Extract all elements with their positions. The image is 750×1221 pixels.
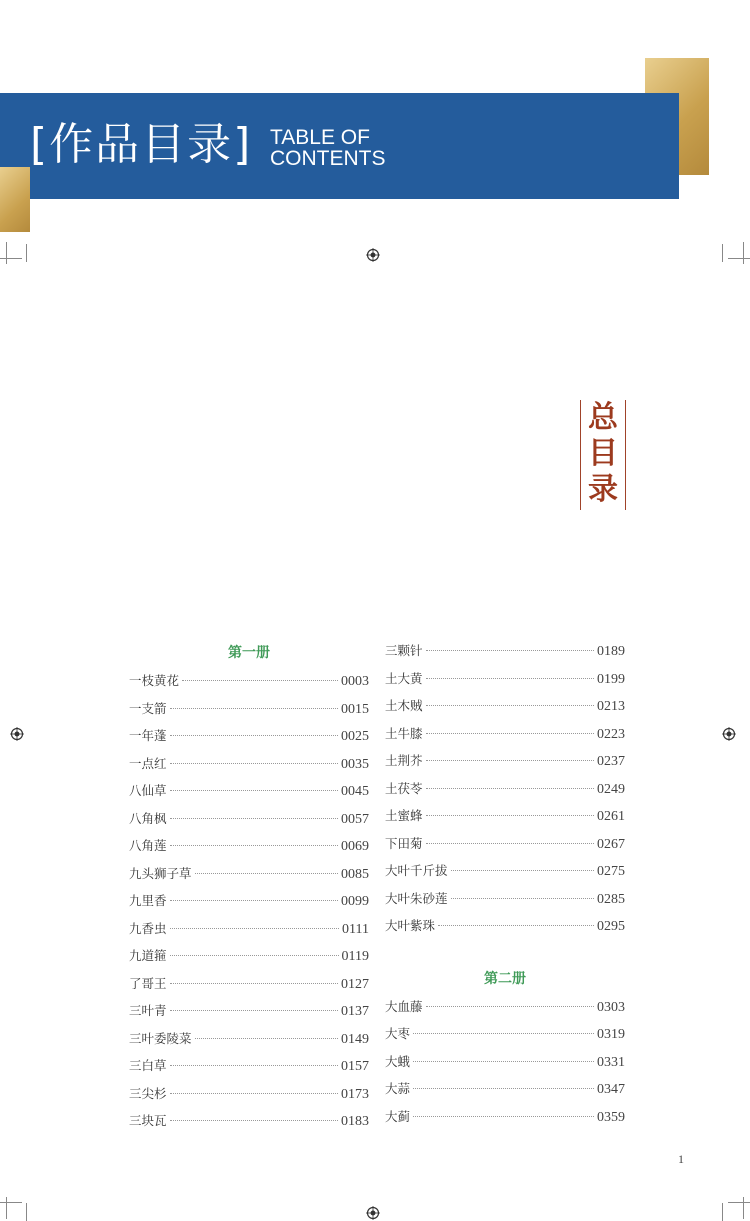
toc-entry-title: 大蛾 xyxy=(385,1053,411,1069)
dot-leader xyxy=(170,763,338,764)
toc-entry-title: 大叶千斤拔 xyxy=(385,863,448,878)
toc-entry-title: 八仙草 xyxy=(129,783,167,798)
crop-mark-bottom-right xyxy=(724,1195,750,1221)
toc-entry[interactable] xyxy=(385,1020,625,1048)
dot-leader xyxy=(426,678,594,679)
toc-entry-page: 0183 xyxy=(341,1114,369,1129)
toc-entry[interactable] xyxy=(129,1052,369,1080)
toc-entry[interactable] xyxy=(385,802,625,830)
dot-leader xyxy=(195,1038,338,1039)
toc-entry-page: 0213 xyxy=(597,699,625,714)
toc-column-right xyxy=(385,637,625,1130)
toc-entry-page: 0069 xyxy=(341,839,369,854)
toc-entry-page: 0025 xyxy=(341,729,369,744)
dot-leader xyxy=(195,873,338,874)
toc-entry[interactable] xyxy=(129,832,369,860)
toc-entry-title: 大蓟 xyxy=(385,1108,411,1124)
toc-entry[interactable] xyxy=(385,665,625,693)
toc-entry-title: 土牛膝 xyxy=(385,725,423,741)
crop-mark-bottom-right-tick xyxy=(722,1203,723,1221)
toc-entry[interactable] xyxy=(129,805,369,833)
crop-mark-top-left xyxy=(0,240,26,266)
crop-mark-top-right xyxy=(724,240,750,266)
toc-entry-list xyxy=(129,667,369,1135)
dot-leader xyxy=(426,788,594,789)
section-title-char: 总 xyxy=(588,400,618,435)
toc-entry-page: 0173 xyxy=(341,1086,369,1102)
toc-entry-page: 0035 xyxy=(341,756,369,772)
crop-mark-bottom-left xyxy=(0,1195,26,1221)
dot-leader xyxy=(170,1120,338,1121)
toc-entry[interactable] xyxy=(385,1103,625,1131)
dot-leader xyxy=(451,898,594,899)
toc-entry[interactable] xyxy=(385,747,625,775)
toc-entry-page: 0119 xyxy=(341,949,369,964)
toc-entry-page: 0331 xyxy=(597,1054,625,1070)
toc-entry[interactable] xyxy=(385,637,625,665)
dot-leader xyxy=(170,790,338,791)
registration-mark-icon xyxy=(366,248,380,262)
toc-entry[interactable] xyxy=(129,1107,369,1135)
toc-entry-title: 一年蓬 xyxy=(129,728,167,743)
dot-leader xyxy=(170,818,338,819)
toc-entry[interactable] xyxy=(129,915,369,943)
toc-entry-page: 0149 xyxy=(341,1031,369,1047)
toc-entry-title: 八角枫 xyxy=(129,810,167,826)
dot-leader xyxy=(426,650,594,651)
registration-mark-icon xyxy=(10,727,24,741)
dot-leader xyxy=(426,733,594,734)
toc-entry-title: 大叶紫珠 xyxy=(385,918,436,933)
dot-leader xyxy=(170,845,338,846)
toc-entry-list xyxy=(385,637,625,940)
toc-entry-page: 0057 xyxy=(341,811,369,827)
toc-entry[interactable] xyxy=(385,912,625,940)
volume-heading-2: 第二册 xyxy=(484,970,526,987)
dot-leader xyxy=(438,925,594,926)
toc-entry[interactable] xyxy=(129,695,369,723)
toc-entry-page: 0359 xyxy=(597,1109,625,1125)
dot-leader xyxy=(413,1061,594,1062)
toc-entry[interactable] xyxy=(385,857,625,885)
toc-entry-title: 三白草 xyxy=(129,1058,167,1073)
banner-subtitle xyxy=(270,127,386,169)
toc-entry[interactable] xyxy=(129,722,369,750)
gold-accent-block-left xyxy=(0,167,30,232)
toc-entry[interactable] xyxy=(129,997,369,1025)
dot-leader xyxy=(426,760,594,761)
toc-entry-title: 大叶朱砂莲 xyxy=(385,890,448,906)
toc-entry-title: 三块瓦 xyxy=(129,1113,167,1128)
toc-entry[interactable] xyxy=(129,887,369,915)
page-number: 1 xyxy=(678,1152,684,1166)
toc-entry[interactable] xyxy=(385,830,625,858)
toc-entry-title: 一枝黄花 xyxy=(129,673,180,688)
dot-leader xyxy=(170,735,338,736)
toc-entry[interactable] xyxy=(129,942,369,970)
toc-entry-page: 0157 xyxy=(341,1059,369,1074)
toc-entry-page: 0275 xyxy=(597,864,625,879)
dot-leader xyxy=(170,900,338,901)
toc-entry-title: 大血藤 xyxy=(385,998,423,1014)
toc-entry-title: 大蒜 xyxy=(385,1081,411,1096)
toc-entry-page: 0127 xyxy=(341,976,369,992)
toc-entry-page: 0347 xyxy=(597,1082,625,1097)
toc-entry[interactable] xyxy=(385,993,625,1021)
toc-entry-title: 土大黄 xyxy=(385,670,423,686)
toc-entry-title: 土蜜蜂 xyxy=(385,808,423,823)
dot-leader xyxy=(426,1006,594,1007)
dot-leader xyxy=(170,1093,338,1094)
banner-subtitle-line2: CONTENTS xyxy=(270,147,386,170)
toc-entry-page: 0223 xyxy=(597,726,625,742)
toc-entry-page: 0237 xyxy=(597,754,625,769)
dot-leader xyxy=(182,680,338,681)
toc-entry-page: 0189 xyxy=(597,644,625,659)
dot-leader xyxy=(170,983,338,984)
toc-entry-page: 0285 xyxy=(597,891,625,907)
toc-entry-title: 三颗针 xyxy=(385,643,423,658)
toc-entry-page: 0085 xyxy=(341,866,369,882)
toc-entry-page: 0295 xyxy=(597,919,625,934)
toc-entry[interactable] xyxy=(129,970,369,998)
volume-heading-1: 第一册 xyxy=(228,645,270,661)
toc-entry-page: 0267 xyxy=(597,836,625,852)
dot-leader xyxy=(413,1088,594,1089)
section-title-char: 录 xyxy=(588,472,618,507)
dot-leader xyxy=(426,705,594,706)
toc-entry[interactable] xyxy=(385,1048,625,1076)
toc-entry-page: 0319 xyxy=(597,1027,625,1042)
toc-column-left xyxy=(129,640,369,1135)
dot-leader xyxy=(170,708,338,709)
spacer xyxy=(385,940,625,966)
toc-entry-title: 三叶委陵菜 xyxy=(129,1030,192,1046)
toc-entry-title: 九香虫 xyxy=(129,920,167,936)
toc-entry-title: 大枣 xyxy=(385,1026,411,1041)
toc-entry-title: 三叶青 xyxy=(129,1003,167,1018)
toc-entry-page: 0199 xyxy=(597,671,625,687)
toc-entry-page: 0137 xyxy=(341,1004,369,1019)
dot-leader xyxy=(170,1065,338,1066)
toc-entry[interactable] xyxy=(129,667,369,695)
toc-entry[interactable] xyxy=(129,1025,369,1053)
section-title-char: 目 xyxy=(588,436,618,471)
toc-entry-title: 土茯苓 xyxy=(385,780,423,796)
crop-mark-top-left-tick xyxy=(26,244,27,262)
dot-leader xyxy=(170,928,340,929)
toc-entry-list xyxy=(385,993,625,1131)
toc-entry-title: 一点红 xyxy=(129,755,167,771)
toc-entry-title: 九头狮子草 xyxy=(129,865,192,881)
dot-leader xyxy=(426,843,594,844)
toc-entry-page: 0003 xyxy=(341,674,369,689)
toc-entry[interactable] xyxy=(385,1075,625,1103)
toc-entry-page: 0303 xyxy=(597,999,625,1015)
section-title-vertical xyxy=(580,400,626,510)
crop-mark-bottom-left-tick xyxy=(26,1203,27,1221)
toc-entry-title: 了哥王 xyxy=(129,975,167,991)
toc-entry[interactable] xyxy=(129,1080,369,1108)
registration-mark-icon xyxy=(722,727,736,741)
dot-leader xyxy=(413,1116,594,1117)
dot-leader xyxy=(426,815,594,816)
banner-subtitle-line1: TABLE OF xyxy=(270,126,370,149)
dot-leader xyxy=(170,955,339,956)
toc-entry-title: 土荆芥 xyxy=(385,753,423,768)
toc-entry[interactable] xyxy=(385,885,625,913)
dot-leader xyxy=(451,870,594,871)
toc-entry[interactable] xyxy=(129,860,369,888)
toc-entry[interactable] xyxy=(385,775,625,803)
toc-entry-page: 0099 xyxy=(341,894,369,909)
toc-entry-page: 0261 xyxy=(597,809,625,824)
dot-leader xyxy=(413,1033,594,1034)
toc-entry-title: 一支箭 xyxy=(129,700,167,716)
toc-entry-page: 0111 xyxy=(342,921,369,937)
toc-entry-title: 九里香 xyxy=(129,893,167,908)
registration-mark-icon xyxy=(366,1206,380,1220)
dot-leader xyxy=(170,1010,338,1011)
toc-entry-page: 0249 xyxy=(597,781,625,797)
toc-entry[interactable] xyxy=(385,720,625,748)
banner-title: [作品目录] xyxy=(30,119,253,170)
toc-entry-page: 0015 xyxy=(341,701,369,717)
toc-entry-title: 八角莲 xyxy=(129,838,167,853)
crop-mark-top-right-tick xyxy=(722,244,723,262)
toc-entry-title: 下田菊 xyxy=(385,835,423,851)
toc-entry-title: 三尖杉 xyxy=(129,1085,167,1101)
toc-entry[interactable] xyxy=(129,777,369,805)
toc-entry[interactable] xyxy=(129,750,369,778)
toc-entry-title: 土木贼 xyxy=(385,698,423,713)
toc-entry[interactable] xyxy=(385,692,625,720)
toc-entry-title: 九道箍 xyxy=(129,948,167,963)
toc-entry-page: 0045 xyxy=(341,784,369,799)
